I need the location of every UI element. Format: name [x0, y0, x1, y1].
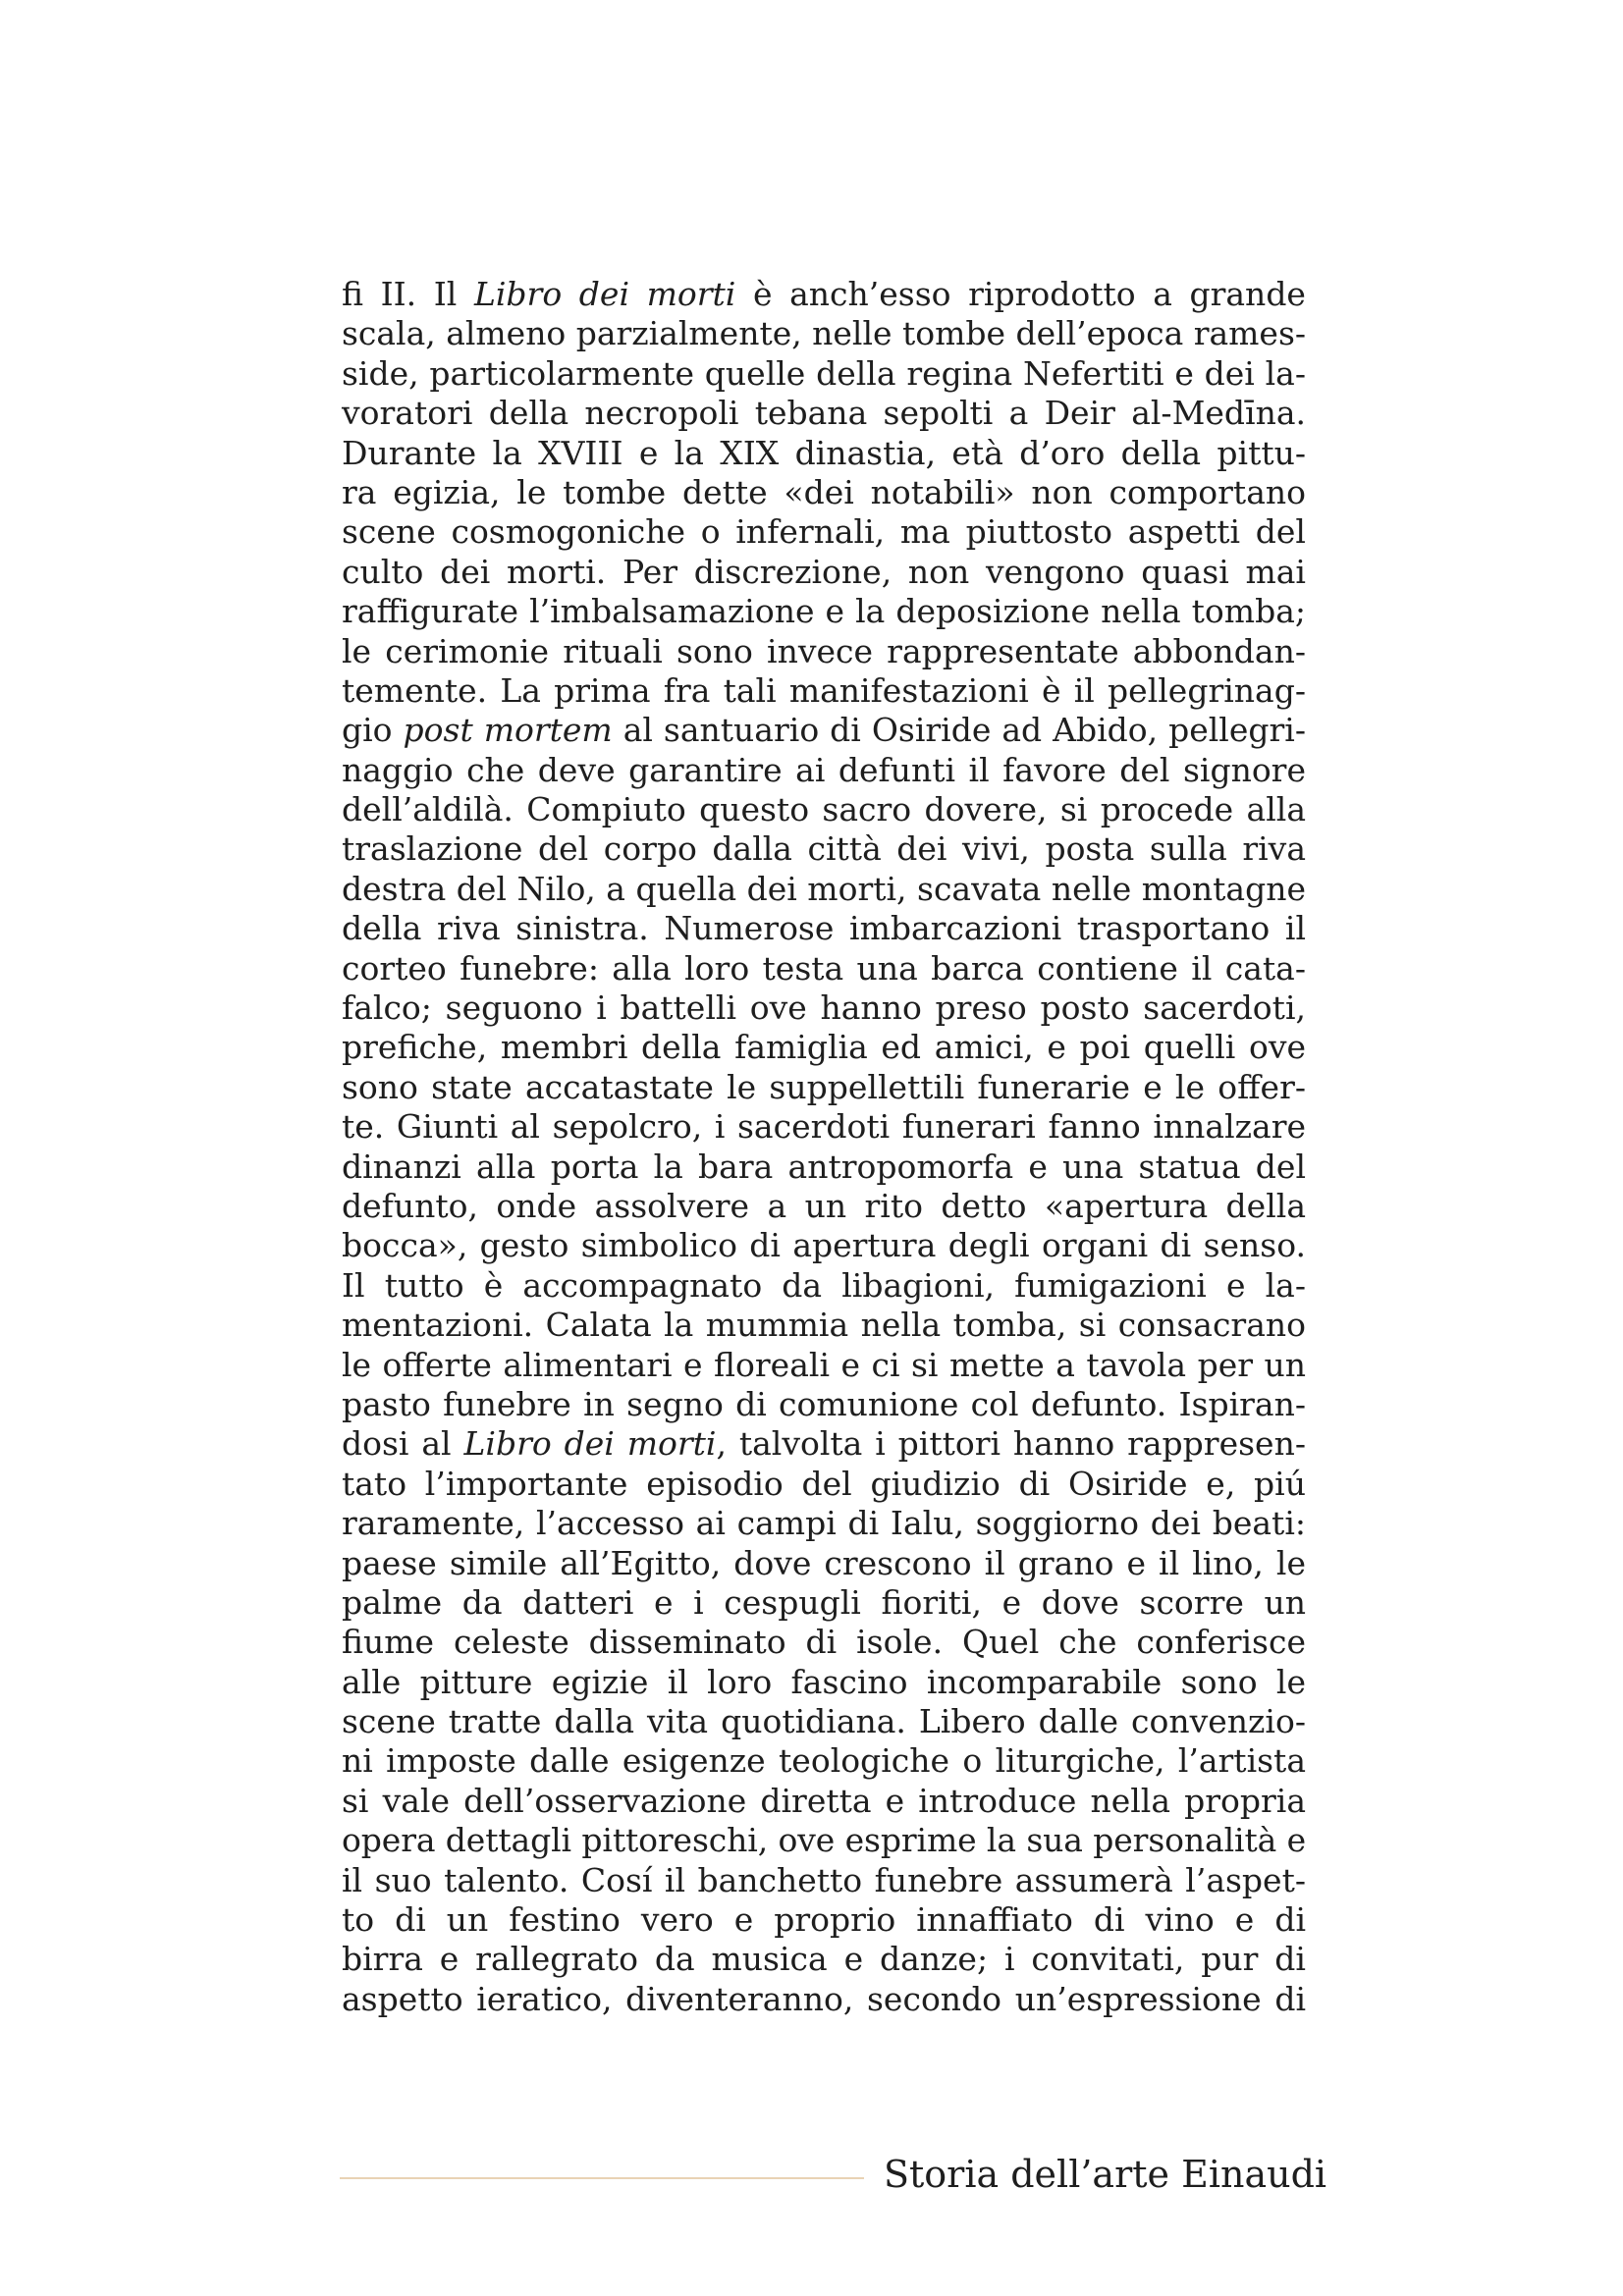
- text-line: [342, 790, 1306, 829]
- text-line: [342, 1148, 1306, 1187]
- text-line: [342, 1663, 1306, 1702]
- text-line-segment: Il tutto è accompagnato da libagioni, fumigazioni e la-: [342, 1265, 1307, 1305]
- body-text: [342, 275, 1306, 2019]
- text-line-segment: voratori della necropoli tebana sepolti a Deir al-Medīna.: [342, 394, 1306, 433]
- text-line: [342, 314, 1306, 353]
- text-line-segment: temente. La prima fra tali manifestazioni è il pellegrinag-: [342, 670, 1306, 710]
- text-line-segment: gio: [342, 711, 404, 750]
- text-line-segment: al santuario di Osiride ad Abido, pellegri-: [612, 711, 1306, 750]
- text-line-segment: Durante la XVIII e la XIX dinastia, età d’oro della pittu-: [342, 433, 1306, 472]
- text-line: [342, 632, 1306, 671]
- text-line: [342, 1782, 1306, 1821]
- text-line-segment: fi II. Il: [342, 275, 474, 313]
- text-line: [342, 1107, 1306, 1147]
- text-line-segment: bocca», gesto simbolico di apertura degli organi di senso.: [342, 1226, 1306, 1265]
- text-line: [342, 1028, 1306, 1067]
- text-line-segment: è anch’esso riprodotto a grande: [735, 275, 1306, 313]
- text-line-segment: , talvolta i pittori hanno rappresen-: [716, 1424, 1306, 1464]
- text-line: [342, 275, 1306, 314]
- text-line: [342, 1306, 1306, 1345]
- text-line: [342, 1900, 1306, 1940]
- text-line: [342, 1465, 1306, 1504]
- text-line: [342, 1702, 1306, 1741]
- text-line: [342, 711, 1306, 750]
- text-line-segment: raramente, l’accesso ai campi di Ialu, soggiorno dei beati:: [342, 1504, 1306, 1543]
- text-line-segment: scene tratte dalla vita quotidiana. Libero dalle convenzio-: [342, 1702, 1306, 1741]
- text-line-segment: dosi al: [342, 1424, 464, 1464]
- text-line: [342, 553, 1306, 592]
- text-line: [342, 1424, 1306, 1464]
- text-line: [342, 1068, 1306, 1107]
- text-line: [342, 870, 1306, 909]
- text-line: [342, 434, 1306, 473]
- text-line: [342, 949, 1306, 988]
- footer-rule: [340, 2177, 864, 2179]
- text-line: [342, 512, 1306, 552]
- text-line-segment: le offerte alimentari e floreali e ci si mette a tavola per un: [342, 1345, 1306, 1384]
- text-line: [342, 1346, 1306, 1385]
- text-line-segment: birra e rallegrato da musica e danze; i convitati, pur di: [342, 1940, 1306, 1979]
- text-line: [342, 1821, 1306, 1860]
- text-line-segment: corteo funebre: alla loro testa una barca contiene il cata-: [342, 948, 1306, 988]
- text-line-segment: tato l’importante episodio del giudizio di Osiride e, piú: [342, 1464, 1306, 1503]
- italic-title: Libro dei morti: [463, 1424, 717, 1464]
- text-line-segment: defunto, onde assolvere a un rito detto «apertura della: [342, 1186, 1306, 1225]
- text-line-segment: dinanzi alla porta la bara antropomorfa e una statua del: [342, 1147, 1307, 1186]
- text-line: [342, 909, 1306, 948]
- text-line: [342, 829, 1306, 869]
- text-line: [342, 473, 1306, 512]
- text-line-segment: paese simile all’Egitto, dove crescono il grano e il lino, le: [342, 1543, 1306, 1582]
- text-line: [342, 1623, 1306, 1662]
- text-line: [342, 592, 1306, 631]
- text-line: [342, 1504, 1306, 1543]
- text-line-segment: dell’aldilà. Compiuto questo sacro dovere, si procede alla: [342, 790, 1306, 829]
- text-line: [342, 1187, 1306, 1226]
- text-line: [342, 1583, 1306, 1623]
- italic-title: post mortem: [403, 711, 613, 750]
- text-line: [342, 1940, 1306, 1979]
- text-line-segment: mentazioni. Calata la mummia nella tomba, si consacrano: [342, 1306, 1306, 1345]
- text-line-segment: fiume celeste disseminato di isole. Quel che conferisce: [342, 1623, 1307, 1662]
- text-line-segment: to di un festino vero e proprio innaffiato di vino e di: [342, 1900, 1306, 1940]
- text-line-segment: falco; seguono i battelli ove hanno preso posto sacerdoti,: [342, 988, 1306, 1028]
- text-line-segment: della riva sinistra. Numerose imbarcazioni trasportano il: [342, 909, 1306, 948]
- text-line: [342, 751, 1306, 790]
- text-line: [342, 1226, 1306, 1265]
- text-line-segment: il suo talento. Cosí il banchetto funebre assumerà l’aspet-: [342, 1860, 1307, 1899]
- text-line: [342, 394, 1306, 433]
- text-line-segment: scene cosmogoniche o infernali, ma piuttosto aspetti del: [342, 512, 1306, 552]
- footer-publisher-label: Storia dell’arte Einaudi: [884, 2153, 1327, 2196]
- text-line-segment: pasto funebre in segno di comunione col defunto. Ispiran-: [342, 1384, 1306, 1423]
- text-line-segment: prefiche, membri della famiglia ed amici, e poi quelli ove: [342, 1028, 1306, 1067]
- text-line-segment: destra del Nilo, a quella dei morti, scavata nelle montagne: [342, 869, 1306, 908]
- text-line-segment: aspetto ieratico, diventeranno, secondo un’espressione di: [342, 1979, 1306, 2018]
- text-line-segment: scala, almeno parzialmente, nelle tombe dell’epoca rames-: [342, 314, 1306, 353]
- text-line: [342, 1385, 1306, 1424]
- text-line-segment: naggio che deve garantire ai defunti il favore del signore: [342, 750, 1306, 789]
- text-line-segment: ni imposte dalle esigenze teologiche o liturgiche, l’artista: [342, 1741, 1306, 1781]
- text-line: [342, 354, 1306, 394]
- text-line-segment: palme da datteri e i cespugli fioriti, e dove scorre un: [342, 1582, 1306, 1622]
- text-line-segment: si vale dell’osservazione diretta e introduce nella propria: [342, 1781, 1306, 1820]
- text-line-segment: le cerimonie rituali sono invece rappresentate abbondan-: [342, 631, 1306, 670]
- text-line: [342, 1544, 1306, 1583]
- text-line-segment: te. Giunti al sepolcro, i sacerdoti funerari fanno innalzare: [342, 1107, 1306, 1147]
- text-line-segment: traslazione del corpo dalla città dei vivi, posta sulla riva: [342, 829, 1306, 869]
- text-line: [342, 1980, 1306, 2019]
- text-line-segment: raffigurate l’imbalsamazione e la deposizione nella tomba;: [342, 592, 1306, 631]
- text-line: [342, 1741, 1306, 1781]
- text-line-segment: ra egizia, le tombe dette «dei notabili» non comportano: [342, 472, 1306, 511]
- text-line-segment: side, particolarmente quelle della regina Nefertiti e dei la-: [342, 353, 1306, 393]
- text-line: [342, 988, 1306, 1028]
- text-line: [342, 1861, 1306, 1900]
- text-line-segment: alle pitture egizie il loro fascino incomparabile sono le: [342, 1662, 1306, 1701]
- italic-title: Libro dei morti: [473, 275, 736, 313]
- text-line-segment: sono state accatastate le suppellettili funerarie e le offer-: [342, 1067, 1306, 1106]
- text-line: [342, 671, 1306, 711]
- text-line-segment: culto dei morti. Per discrezione, non vengono quasi mai: [342, 552, 1306, 591]
- text-line: [342, 1266, 1306, 1306]
- text-line-segment: opera dettagli pittoreschi, ove esprime la sua personalità e: [342, 1821, 1307, 1860]
